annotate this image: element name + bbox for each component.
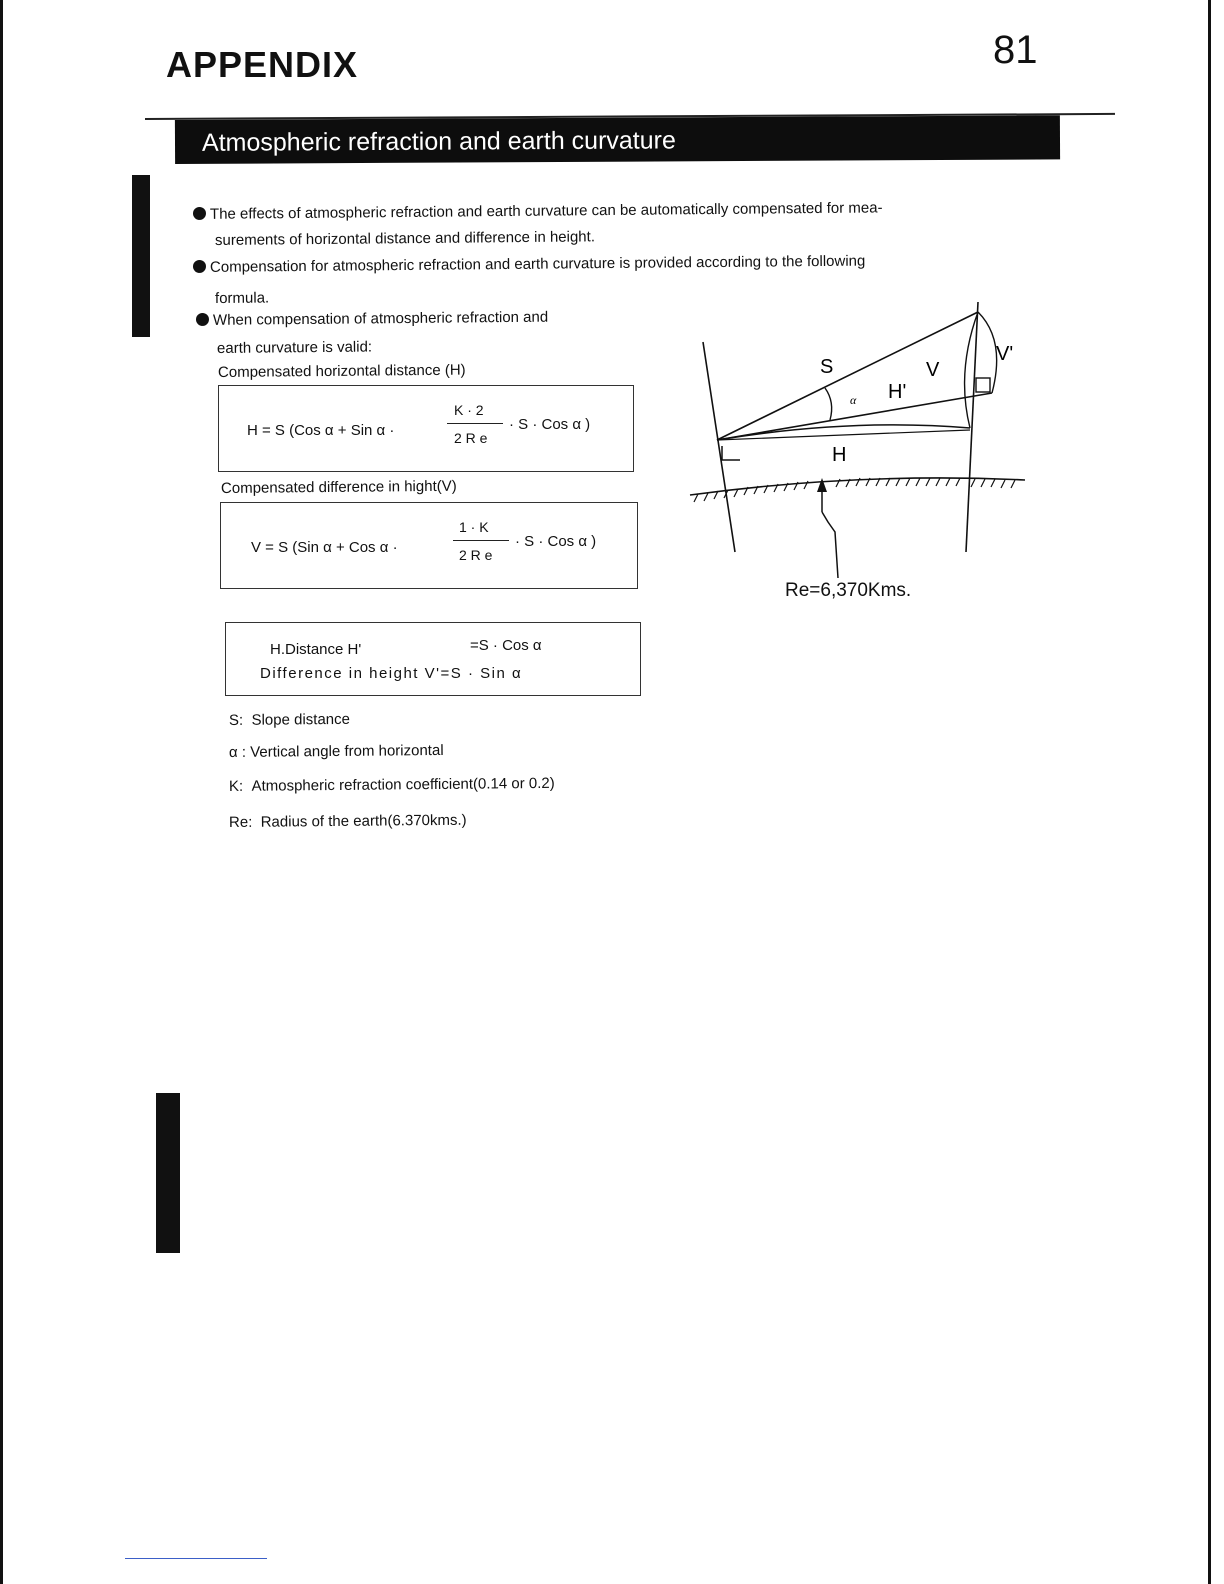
earth-surface-hatching — [694, 478, 1015, 502]
v-formula-right: · S · Cos α ) — [515, 533, 597, 550]
bullet-2-line-1: Compensation for atmospheric refraction and earth curvature is provided according to the following — [193, 253, 865, 276]
re-radius-line — [822, 512, 838, 578]
label-alpha: α — [850, 393, 857, 407]
earth-radius-label: Re=6,370Kms. — [785, 580, 912, 601]
h-distance-value: =S · Cos α — [470, 637, 542, 654]
label-h-prime: H' — [888, 381, 907, 403]
h-formula-left: H = S (Cos α + Sin α · — [247, 422, 395, 439]
label-s: S — [820, 356, 834, 378]
v-formula-numerator: 1 · K — [459, 519, 489, 535]
left-vertical-line — [703, 342, 735, 552]
right-vertical-line — [966, 302, 978, 552]
label-v-prime: V' — [996, 343, 1014, 365]
definition-alpha: α : Vertical angle from horizontal — [228, 741, 444, 761]
bullet-1-line-2: surements of horizontal distance and difference in height. — [214, 228, 596, 249]
height-difference-formula: Difference in height V'=S · Sin α — [260, 665, 523, 682]
line-h — [717, 425, 970, 440]
v-formula-caption: Compensated difference in hight(V) — [220, 477, 457, 497]
h-formula-denominator: 2 R e — [454, 430, 488, 446]
h-formula-box — [218, 385, 634, 472]
page-edge-right — [1208, 0, 1211, 1584]
bullet-2-line-2: formula. — [214, 289, 270, 307]
distance-height-box — [225, 622, 641, 696]
alpha-angle-arc — [825, 388, 832, 420]
h-formula-right: · S · Cos α ) — [509, 416, 591, 433]
bottom-rule — [125, 1558, 267, 1559]
header-title: APPENDIX — [166, 44, 359, 85]
v-formula-denominator: 2 R e — [459, 547, 493, 563]
h-formula-caption: Compensated horizontal distance (H) — [217, 361, 466, 381]
side-tab-marker-top — [132, 175, 150, 337]
v-formula-box — [220, 502, 638, 589]
definition-re: Re: Radius of the earth(6.370kms.) — [228, 811, 467, 831]
page-number: 81 — [993, 28, 1038, 72]
v-formula-fraction-bar — [453, 540, 509, 541]
h-distance-label: H.Distance H' — [270, 641, 362, 658]
bullet-3-line-2: earth curvature is valid: — [216, 338, 373, 357]
refraction-diagram — [670, 290, 1050, 590]
page-edge-left — [0, 0, 3, 1584]
definition-s: S: Slope distance — [228, 710, 351, 729]
right-angle-marker-left — [722, 446, 740, 460]
bullet-3-line-1: When compensation of atmospheric refraction and — [196, 309, 548, 329]
re-arrow-head — [817, 478, 827, 492]
section-title: Atmospheric refraction and earth curvature — [201, 126, 676, 157]
section-banner — [175, 115, 1060, 164]
arc-right-outer — [978, 312, 997, 393]
bullet-dot-icon — [193, 207, 206, 220]
bullet-dot-icon — [193, 260, 206, 273]
h-formula-numerator: K · 2 — [454, 402, 484, 418]
definition-k: K: Atmospheric refraction coefficient(0.14 or 0.2) — [228, 774, 555, 795]
bullet-dot-icon — [196, 313, 209, 326]
h-formula-fraction-bar — [447, 423, 503, 424]
v-formula-left: V = S (Sin α + Cos α · — [251, 539, 398, 556]
right-angle-marker-top — [976, 378, 990, 392]
bullet-1-line-1: The effects of atmospheric refraction and earth curvature can be automatically compensated for mea- — [193, 199, 883, 223]
label-h: H — [832, 444, 847, 466]
label-v: V — [926, 359, 940, 381]
side-tab-marker-bottom — [156, 1093, 180, 1253]
